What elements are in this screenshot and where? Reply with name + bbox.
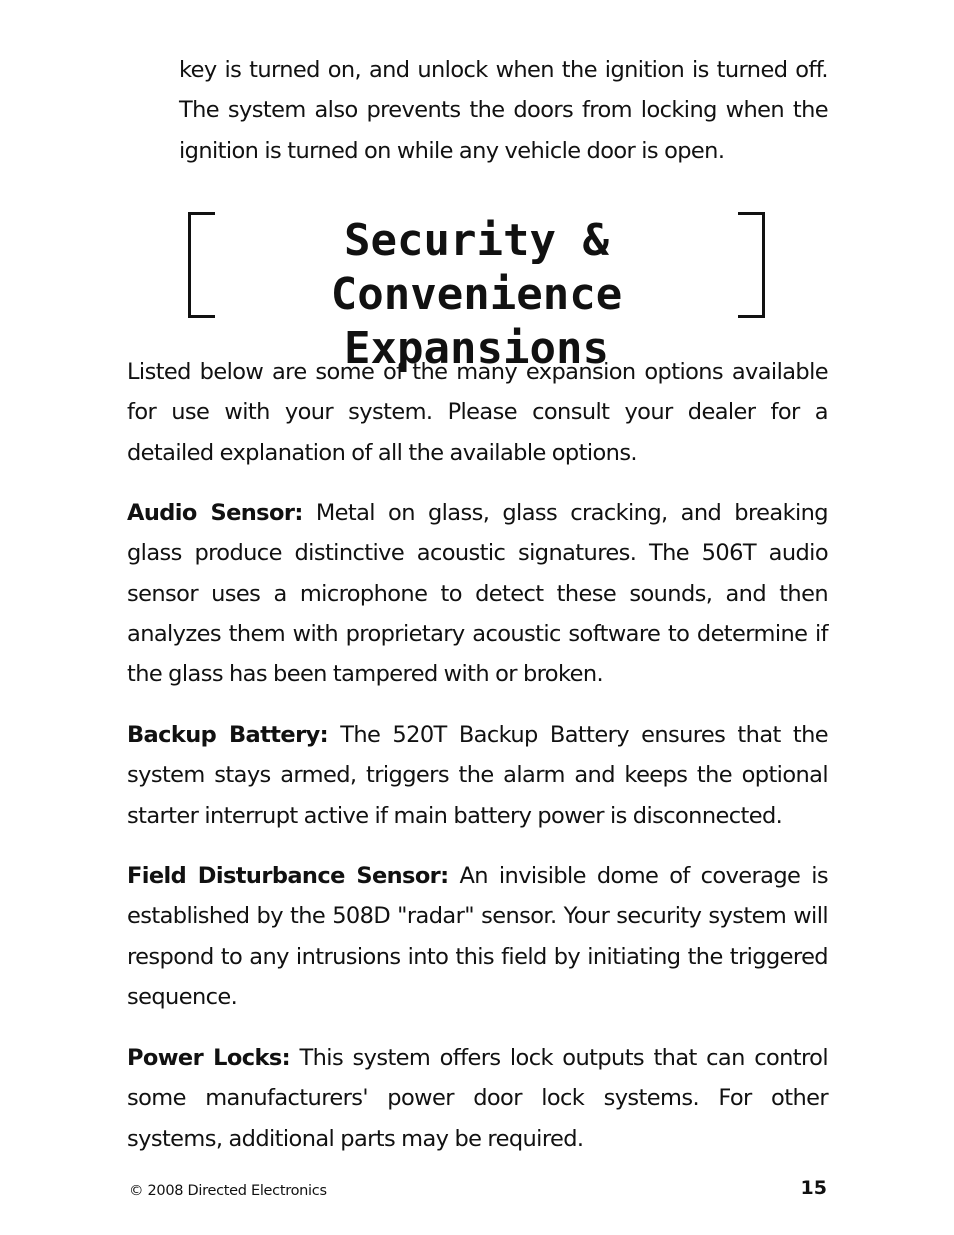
heading-line-1: Security & Convenience (330, 215, 623, 320)
audio-sensor-paragraph (127, 493, 828, 694)
intro-text: key is turned on, and unlock when the ignition is turned off. The system also prevents the doors from locking when the ignition is turned on while any vehicle door is open. (179, 57, 828, 164)
audio-sensor-label: Audio Sensor: (127, 500, 303, 526)
backup-battery-label: Backup Battery: (127, 722, 329, 748)
power-locks-label: Power Locks: (127, 1045, 291, 1071)
power-locks-text: This system offers lock outputs that can control some manufacturers' power door lock systems. For other systems, additional parts may be required. (127, 1045, 828, 1152)
listed-paragraph (127, 352, 828, 473)
backup-battery-paragraph (127, 715, 828, 836)
footer-copyright: © 2008 Directed Electronics (129, 1183, 327, 1199)
section-heading-box (188, 212, 765, 374)
listed-text: Listed below are some of the many expansion options available for use with your system. Please consult your dealer for a detailed explanation of all the available options. (127, 359, 828, 466)
intro-paragraph (179, 50, 828, 171)
power-locks-paragraph (127, 1038, 828, 1159)
heading-line-2: Expansions (344, 323, 609, 374)
audio-sensor-text: Metal on glass, glass cracking, and breaking glass produce distinctive acoustic signatures. The 506T audio sensor uses a microphone to detect these sounds, and then analyzes them with proprietary acoustic software to determine if the glass has been tampered with or broken. (127, 500, 828, 688)
page-number: 15 (800, 1177, 827, 1199)
field-sensor-label: Field Disturbance Sensor: (127, 863, 449, 889)
field-sensor-text: An invisible dome of coverage is established by the 508D "radar" sensor. Your security system will respond to any intrusions into this field by initiating the triggered sequence. (127, 863, 828, 1010)
backup-battery-text: The 520T Backup Battery ensures that the system stays armed, triggers the alarm and keeps the optional starter interrupt active if main battery power is disconnected. (127, 722, 828, 829)
field-sensor-paragraph (127, 856, 828, 1017)
